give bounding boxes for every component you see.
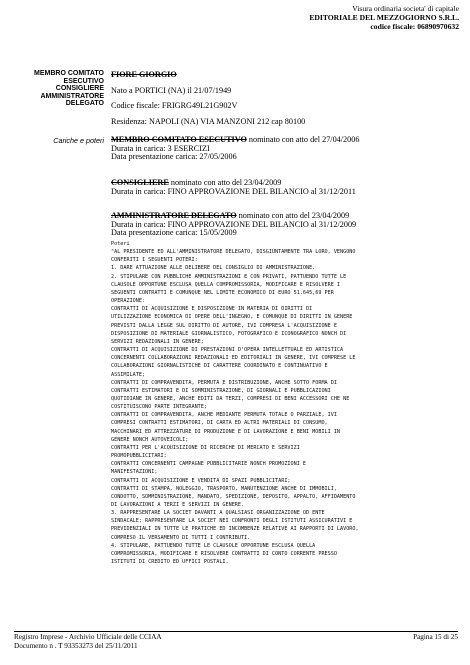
poteri-line: COMPRESO IL VERSAMENTO DI TUTTI I CONTRIBUTI. bbox=[111, 534, 251, 541]
poteri-line: COMPROMISSORIA, MODIFICARE E RISOLVERE CONTRATTI DI CONTO CORRENTE PRESSO bbox=[111, 550, 337, 557]
carica-title: MEMBRO COMITATO ESECUTIVO bbox=[111, 135, 247, 144]
carica-block bbox=[111, 179, 456, 196]
poteri-line: GENERE NONCH AUTOVEICOLI; bbox=[111, 436, 189, 443]
carica-duration: Durata in carica: 3 ESERCIZI bbox=[111, 143, 210, 153]
poteri-line: CONTRATTI DI STAMPA, NOLEGGIO, TRASPORTO, MANUTENZIONE ANCHE DI IMMOBILI, bbox=[111, 485, 337, 492]
header-fiscal-code: codice fiscale: 06890970632 bbox=[370, 22, 459, 32]
poteri-line: 4. STIPULARE, PATTUENDO TUTTE LE CLAUSOLE OPPORTUNE ESCLUSA QUELLA bbox=[111, 542, 316, 549]
role-line: DELEGATO bbox=[65, 100, 104, 108]
poteri-line: COLLABORAZIONI GIORNALISTICHE DI CARATTERE COORDINATO E CONTINUATIVO E bbox=[111, 363, 328, 370]
header-company-name: EDITORIALE DEL MEZZOGIORNO S.R.L. bbox=[309, 13, 459, 23]
footer-registry: Registro Imprese - Archivio Ufficiale delle CCIAA bbox=[14, 633, 162, 641]
role-line: AMMINISTRATORE bbox=[40, 92, 104, 100]
role-line: CONSIGLIERE bbox=[55, 85, 104, 93]
poteri-line: COSTITUISCONO PARTE INTEGRANTE; bbox=[111, 404, 207, 411]
person-name: FIORE GIORGIO bbox=[111, 70, 177, 79]
poteri-line: OPERAZIONE: bbox=[111, 298, 146, 305]
footer-document-number: Documento n . T 93353273 del 25/11/2011 bbox=[14, 642, 138, 650]
poteri-line: CONTRATTI DI ACQUISIZIONE DI PRESTAZIONI D'OPERA INTELLETTUALE ED ARTISTICA bbox=[111, 347, 344, 354]
person-roles bbox=[8, 70, 104, 108]
poteri-line: CONCERNENTI COLLABORAZIONI REDAZIONALI ED EDITORIALI IN GENERE, IVI COMPRESE LE bbox=[111, 355, 356, 362]
poteri-line: UTILIZZAZIONE ECONOMICA DI OPERE DELL'INGEGNO, E COMUNQUE DI DIRITTI IN GENERE bbox=[111, 314, 353, 321]
poteri-line: MANIFESTAZIONI; bbox=[111, 469, 158, 476]
carica-duration: Durata in carica: FINO APPROVAZIONE DEL BILANCIO al 31/12/2009 bbox=[111, 219, 357, 229]
poteri-line: 3. RAPPRESENTARE LA SOCIET DAVANTI A QUALSIASI ORGANIZZAZIONE OD ENTE bbox=[111, 510, 325, 517]
poteri-line: COMPRESI CONTRATTI ESTIMATORI, DI CARTA ED ALTRI MATERIALI DI CONSUMO, bbox=[111, 420, 328, 427]
carica-nomination: nominato con atto del 23/04/2009 bbox=[168, 178, 282, 187]
poteri-line: CLAUSOLE OPPORTUNE ESCLUSA QUELLA COMPROMISSORIA, MODIFICARE E RISOLVERE I bbox=[111, 281, 341, 288]
person-birth: Nato a PORTICI (NA) il 21/07/1949 bbox=[111, 85, 232, 95]
carica-duration: Durata in carica: FINO APPROVAZIONE DEL BILANCIO al 31/12/2011 bbox=[111, 186, 356, 196]
footer-page-number: Pagina 15 di 25 bbox=[413, 633, 458, 641]
carica-title: AMMINISTRATORE DELEGATO bbox=[111, 211, 237, 220]
poteri-line: CONTRATTI DI ACQUISIZIONE E VENDITA DI SPAZI PUBBLICITARI; bbox=[111, 477, 291, 484]
poteri-line: PREVIDENZIALI IN TUTTE LE PRATICHE ED INCOMBENZE RELATIVE AI RAPPORTI DI LAVORO, bbox=[111, 526, 359, 533]
poteri-line: ISTITUTI DI CREDITO ED UFFICI POSTALI. bbox=[111, 559, 229, 566]
carica-nomination: nominato con atto del 23/04/2009 bbox=[236, 211, 350, 220]
person-details bbox=[111, 70, 451, 132]
role-line: MEMBRO COMITATO bbox=[34, 70, 104, 77]
poteri-line: CONTRATTI CONCERNENTI CAMPAGNE PUBBLICITARIE NONCH PROMOZIONI E bbox=[111, 461, 306, 468]
poteri-line: 1. DARE ATTUAZIONE ALLE DELIBERE DEL CONSIGLIO DI AMMINISTRAZIONE. bbox=[111, 265, 316, 272]
person-fiscal-code: Codice fiscale: FRIGRG49L21G902V bbox=[111, 101, 238, 111]
poteri-line: ASSIMILATE; bbox=[111, 371, 146, 378]
poteri-text bbox=[111, 240, 456, 566]
page-header bbox=[309, 4, 459, 32]
poteri-line: DISPOSIZIONE DI MATERIALE GIORNALISTICO, FOTOGRAFICO E ICONOGRAFICO NONCH DI bbox=[111, 330, 347, 337]
carica-block bbox=[111, 136, 456, 162]
header-doc-type: Visura ordinaria societa' di capitale bbox=[352, 4, 459, 13]
poteri-line: SEGUENTI CONTRATTI E COMUNQUE NEL LIMITE ECONOMICO DI EURO 51.645,69 PER bbox=[111, 289, 334, 296]
footer-divider bbox=[14, 631, 458, 632]
carica-presentation-date: Data presentazione carica: 27/05/2006 bbox=[111, 152, 237, 162]
carica-title: CONSIGLIERE bbox=[111, 178, 169, 187]
poteri-line: SINDACALE; RAPPRESENTARE LA SOCIET NEI CONFRONTI DEGLI ISTITUTI ASSICURATIVI E bbox=[111, 518, 353, 525]
poteri-line: PROMOPUBBLICITARI; bbox=[111, 453, 167, 460]
poteri-line: "AL PRESIDENTE ED ALL'AMMINISTRATORE DELEGATO, DISGIUNTAMENTE TRA LORO, VENGONO bbox=[111, 249, 356, 256]
carica-nomination: nominato con atto del 27/04/2006 bbox=[246, 135, 360, 144]
poteri-line: CONTRATTI ESTIMATORI E DI SOMMINISTRAZIONE, DI GIORNALI E PUBBLICAZIONI bbox=[111, 387, 331, 394]
poteri-line: DI LAVORAZIONI A TERZI E SERVIZI IN GENERE. bbox=[111, 502, 245, 508]
role-line: ESECUTIVO bbox=[63, 77, 104, 85]
poteri-line: PREVISTI DALLA LEGGE SUL DIRITTO DI AUTORE, IVI COMPRESA L'ACQUISIZIONE E bbox=[111, 322, 337, 329]
poteri-line: CONTRATTI DI COMPRAVENDITA, ANCHE MEDIANTE PERMUTA TOTALE O PARZIALE, IVI bbox=[111, 412, 337, 419]
poteri-label: Poteri bbox=[111, 241, 130, 247]
poteri-line: CONFERITI I SEGUENTI POTERI: bbox=[111, 257, 198, 264]
poteri-line: MACCHINARI ED ATTREZZATURE DI PRODUZIONE E DI LAVORAZIONE E BENI MOBILI IN bbox=[111, 428, 341, 435]
poteri-line: CONTRATTI PER L'ACQUISIZIONE DI RICERCHE DI MERCATO E SERVIZI bbox=[111, 444, 300, 451]
poteri-line: SERVIZI REDAZIONALI IN GENERE; bbox=[111, 338, 204, 345]
carica-block bbox=[111, 212, 456, 238]
poteri-line: CONDOTTO, SOMMINISTRAZIONE, MANDATO, SPEDIZIONE, DEPOSITO, APPALTO, AFFIDAMENTO bbox=[111, 493, 356, 500]
carica-presentation-date: Data presentazione carica: 15/05/2009 bbox=[111, 228, 237, 238]
poteri-line: CONTRATTI DI ACQUISIZIONE E DISPOSIZIONE IN MATERIA DI DIRITTI DI bbox=[111, 306, 313, 313]
cariche-label: Cariche e poteri bbox=[53, 136, 104, 145]
poteri-line: CONTRATTI DI COMPRAVENDITA, PERMUTA E DISTRIBUZIONE, ANCHE SOTTO FORMA DI bbox=[111, 379, 337, 386]
poteri-line: QUOTIDIANE IN GENERE, ANCHE EDITI DA TERZI, COMPRESI DI BENI ACCESSORI CHE NE bbox=[111, 395, 350, 402]
poteri-line: 2. STIPULARE CON PUBBLICHE AMMINISTRAZIONI E CON PRIVATI, PATTUENDO TUTTE LE bbox=[111, 273, 347, 280]
person-residence: Residenza: NAPOLI (NA) VIA MANZONI 212 cap 80100 bbox=[111, 116, 306, 126]
